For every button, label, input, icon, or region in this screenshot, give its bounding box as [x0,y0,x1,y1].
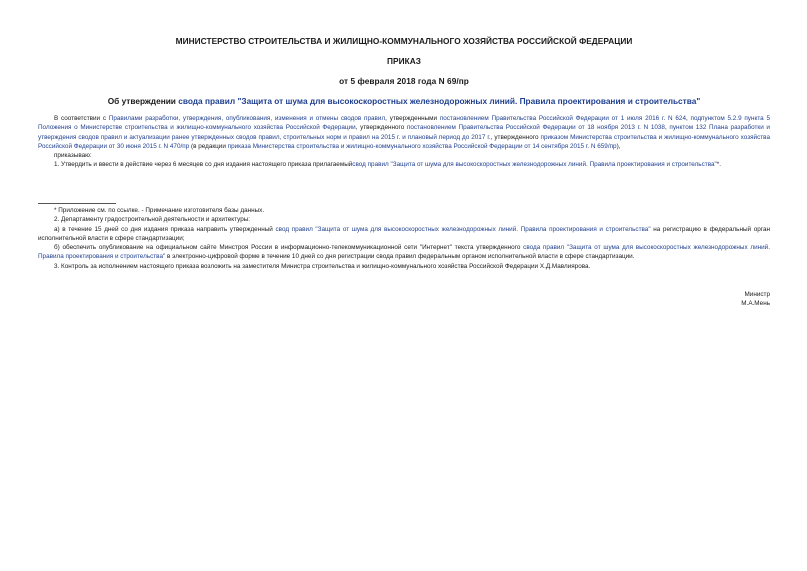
link-order-470[interactable]: приказом Министерства строительства и жилищно-коммунального хозяйства Российской Федерации от 30 июня 2015 г. N 470/пр [38,133,771,150]
item-1-code-link[interactable]: свод правил "Защита от шума для высокоскоростных железнодорожных линий. Правила проектирования и строительства" [352,161,717,169]
link-rules-of-development[interactable]: Правилами разработки, утверждения, опубликования, изменения и отмены сводов правил [108,115,386,122]
item-2a-code-link[interactable]: свод правил "Защита от шума для высокоскоростных железнодорожных линий. Правила проектирования и строительства" [275,225,651,233]
item-2a [38,225,770,244]
item-1-text: 1. Утвердить и ввести в действие через 6 месяцев со дня издания настоящего приказа прилагаемый [54,161,353,169]
preamble-text-2: , утвержденными [385,115,440,122]
item-2b-text-2: в электронно-цифровой форме в течение 10 дней со дня регистрации свода правил федеральным органом исполнительной власти в сфере стандартизации. [165,253,635,261]
preamble-text-3: , [685,115,691,122]
item-2b-code-link[interactable]: свода правил "Защита от шума для высокоскоростных железнодорожных линий. Правила проектирования и строительства" [38,244,770,261]
document-type-heading: ПРИКАЗ [386,56,421,66]
item-2b [38,243,770,262]
link-plan-clause-132[interactable]: пунктом 132 Плана разработки и утверждения сводов правил и актуализации ранее утвержденных сводов правил, строительных норм и правил на 2015 г. и плановый период до 2017 г. [38,124,770,141]
item-2b-text-1: б) обеспечить опубликование на официальном сайте Минстроя России в информационно-телекоммуникационной сети "Интернет" текста утвержденного [54,244,524,252]
preamble-block [38,114,770,170]
order-title [38,96,770,106]
signature-position: Министр [744,291,770,298]
signature-name: М.А.Мень [741,300,770,308]
signature-block [38,290,770,309]
item-2a-text-2: на регистрацию в федеральный орган исполнительной власти в сфере стандартизации; [38,225,770,242]
preamble-text-8: ), [616,142,621,150]
preamble-text-7: (в редакции [189,142,228,150]
item-2a-text-1: а) в течение 15 дней со дня издания приказа направить утвержденный [54,225,276,233]
order-title-link[interactable]: свода правил "Защита от шума для высокоскоростных железнодорожных линий. Правила проектирования и строительства" [178,96,701,106]
item-3: 3. Контроль за исполнением настоящего приказа возложить на заместителя Министра строительства и жилищно-коммунального хозяйства Российской Федерации Х.Д.Мавлиярова. [54,262,591,270]
ministry-heading: МИНИСТЕРСТВО СТРОИТЕЛЬСТВА И ЖИЛИЩНО-КОММУНАЛЬНОГО ХОЗЯЙСТВА РОССИЙСКОЙ ФЕДЕРАЦИИ [175,36,633,46]
item-1 [38,160,770,169]
footnote: * Приложение см. по ссылке. - Примечание изготовителя базы данных. [54,207,265,214]
item-2: 2. Департаменту градостроительной деятельности и архитектуры: [54,216,251,224]
link-resolution-1038[interactable]: постановлением Правительства Российской Федерации от 18 ноября 2013 г. N 1038 [406,124,665,132]
link-subclause-5-2-9[interactable]: подпунктом 5.2.9 пункта 5 Положения о Министерстве строительства и жилищно-коммунального хозяйства Российской Федерации [38,115,770,132]
date-number-heading: от 5 февраля 2018 года N 69/пр [339,76,469,86]
link-resolution-624[interactable]: постановлением Правительства Российской Федерации от 1 июля 2016 г. N 624 [439,115,686,122]
preamble-text-5: , [664,124,670,132]
main-items-block [38,206,770,271]
preamble-text-4: , утвержденного [355,124,407,132]
footnote-separator [38,203,116,204]
preamble-text-1: В соответствии с [54,115,109,122]
order-word: приказываю: [54,152,92,160]
preamble-paragraph [38,114,770,151]
item-1-mark: *. [716,161,722,169]
order-title-prefix: Об утверждении [107,96,179,106]
link-order-659[interactable]: приказа Министерства строительства и жилищно-коммунального хозяйства Российской Федерации от 14 сентября 2015 г. N 659/пр [227,142,617,150]
preamble-text-6: , утвержденного [490,133,541,141]
